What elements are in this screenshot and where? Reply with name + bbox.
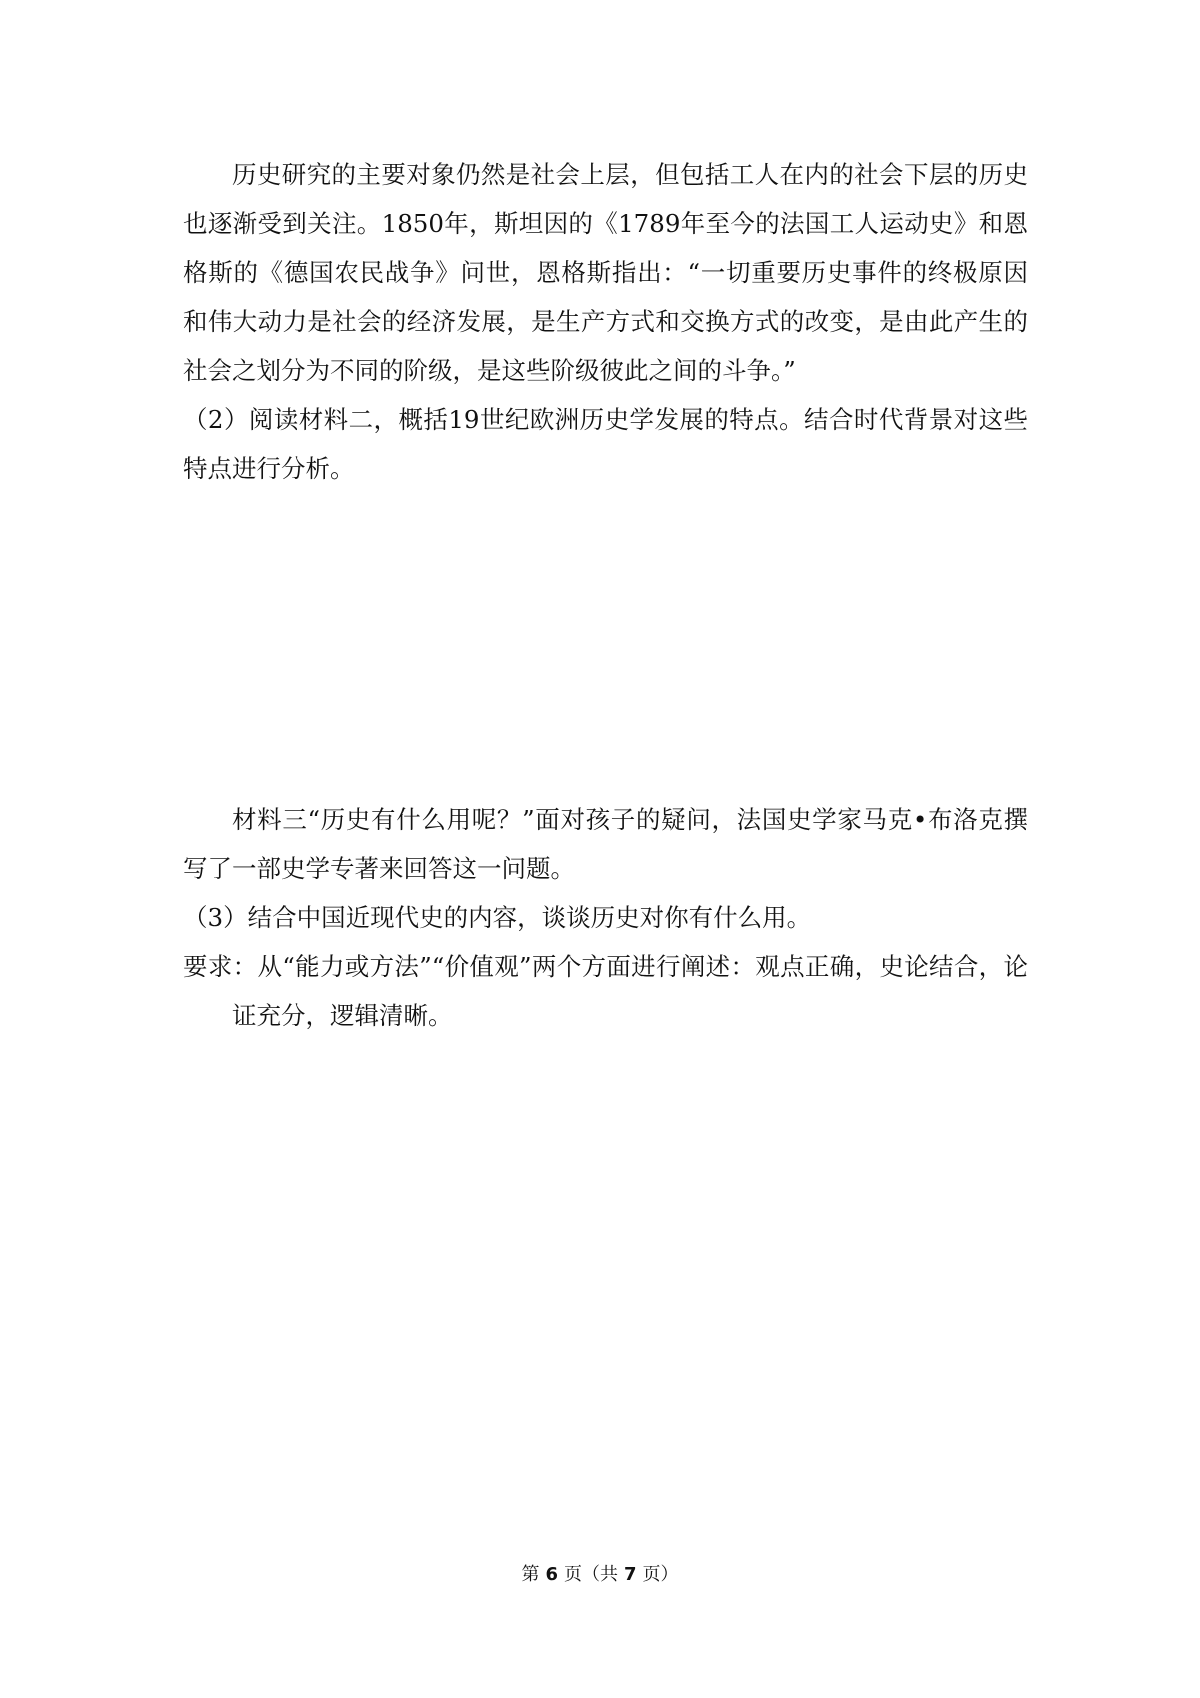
material-three-section [183,795,1028,1040]
question-2: （2）阅读材料二，概括19世纪欧洲历史学发展的特点。结合时代背景对这些特点进行分析。 [183,405,1028,483]
footer-prefix: 第 [521,1564,540,1585]
material-three-paragraph: 材料三“历史有什么用呢？”面对孩子的疑问，法国史学家马克•布洛克撰写了一部史学专著来回答这一问题。 [183,805,1028,883]
answer-requirement: 要求：从“能力或方法”“价值观”两个方面进行阐述：观点正确，史论结合，论证充分，逻辑清晰。 [183,952,1028,1030]
footer-suffix: 页） [642,1564,679,1585]
total-pages: 7 [624,1564,637,1585]
footer-middle: 页（共 [564,1564,618,1585]
material-two-section [183,150,1028,493]
page-footer [0,1561,1200,1589]
material-two-paragraph: 历史研究的主要对象仍然是社会上层，但包括工人在内的社会下层的历史也逐渐受到关注。1850年，斯坦因的《1789年至今的法国工人运动史》和恩格斯的《德国农民战争》问世，恩格斯指出：“一切重要历史事件的终极原因和伟大动力是社会的经济发展，是生产方式和交换方式的改变，是由此产生的社会之划分为不同的阶级，是这些阶级彼此之间的斗争。” [183,160,1028,385]
question-3: （3）结合中国近现代史的内容，谈谈历史对你有什么用。 [183,903,812,932]
page-number: 6 [545,1564,558,1585]
